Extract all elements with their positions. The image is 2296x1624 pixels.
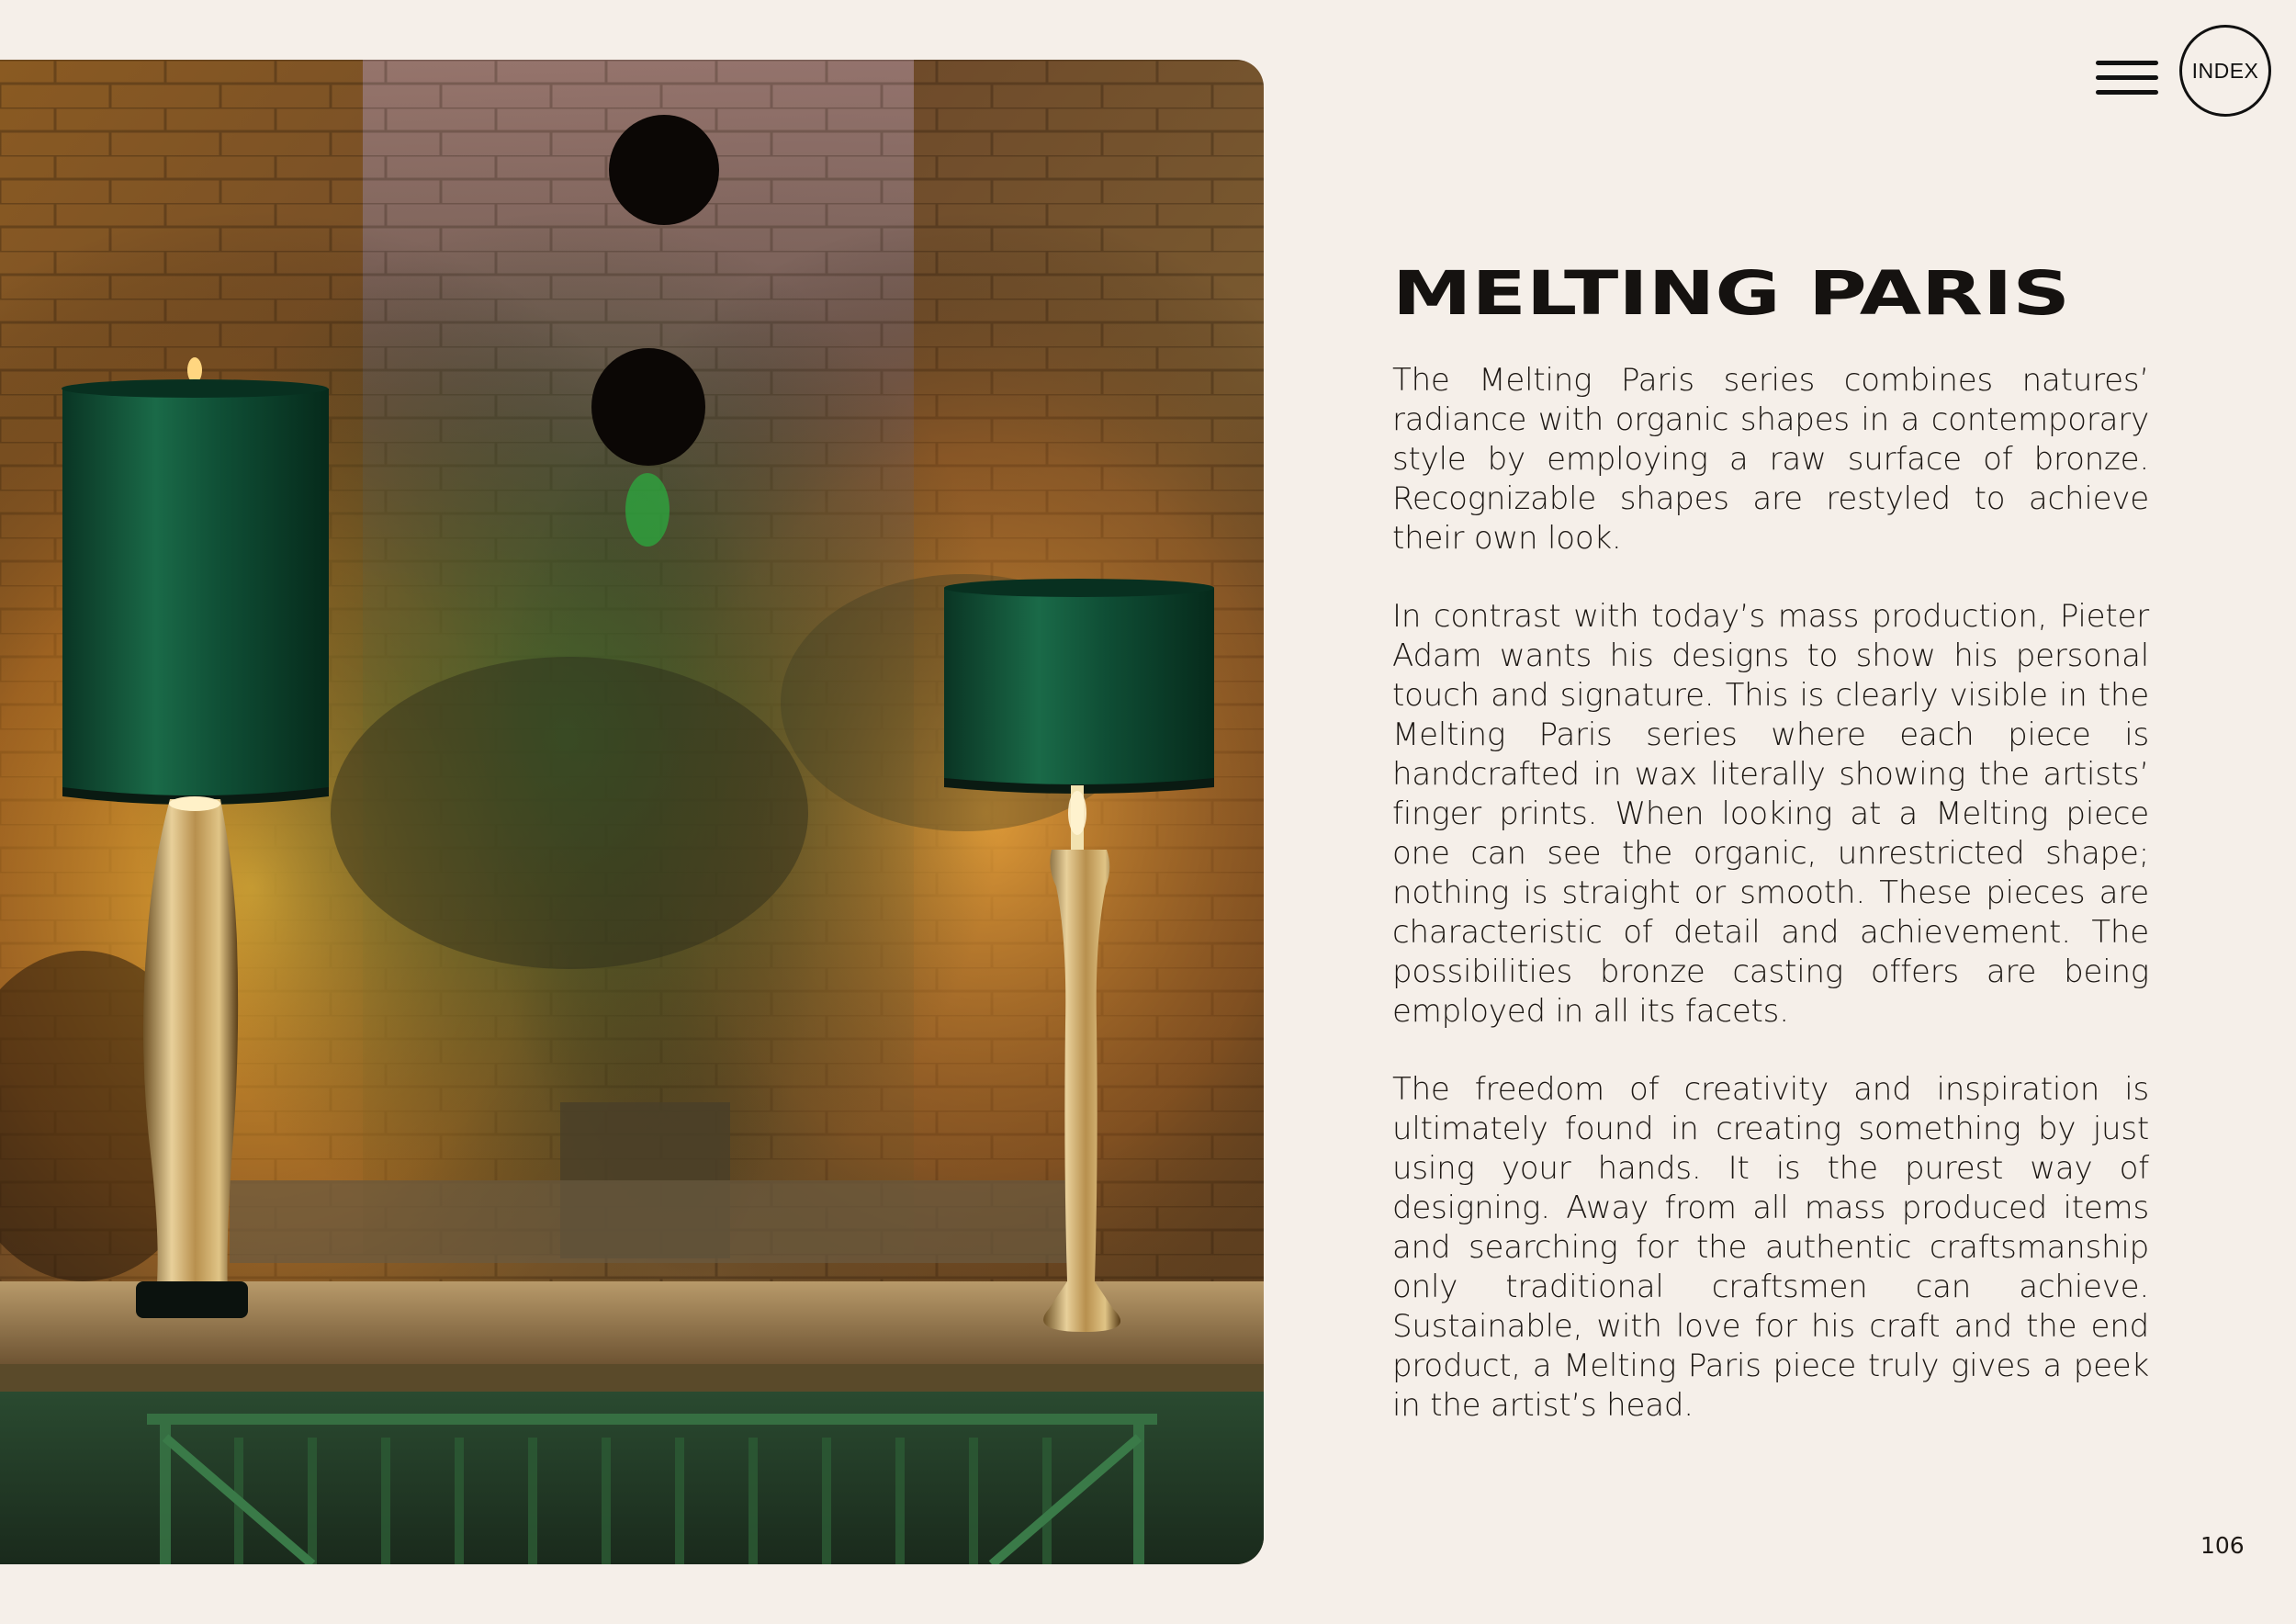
- article-paragraph: The Melting Paris series combines natures’ radiance with organic shapes in a contemporary style by employing a raw surface of bronze. Recognizable shapes are restyled to achieve their own look.: [1392, 362, 2149, 557]
- page-number: 106: [2200, 1532, 2245, 1559]
- menu-bar: [2096, 90, 2158, 95]
- article-paragraph: The freedom of creativity and inspiration is ultimately found in creating something by just using your hands. It is the purest way of designing. Away from all mass produced items and searching for the authentic craftsmanship only traditional craftsmen can achieve. Sustainable, with love for his craft and the end product, a Melting Paris piece truly gives a peek in the artist’s head.: [1392, 1071, 2149, 1424]
- article-title-text: MELTING PARIS: [1392, 266, 2070, 321]
- index-button[interactable]: INDEX: [2179, 25, 2271, 117]
- lamps-scene-image: [0, 60, 1264, 1564]
- article-title: [1392, 266, 2072, 321]
- article-paragraph: In contrast with today’s mass production, Pieter Adam wants his designs to show his personal touch and signature. This is clearly visible in the Melting Paris series where each piece is handcrafted in wax literally showing the artists’ finger prints. When looking at a Melting piece one can see the organic, unrestricted shape; nothing is straight or smooth. These pieces are characteristic of detail and achievement. The possibilities bronze casting offers are being employed in all its facets.: [1392, 598, 2149, 1030]
- article-title-wordmark: [1392, 266, 2072, 321]
- menu-bar: [2096, 75, 2158, 80]
- product-photo: [0, 60, 1264, 1564]
- menu-bar: [2096, 61, 2158, 65]
- article: [1392, 266, 2149, 1464]
- hamburger-menu-icon[interactable]: [2096, 59, 2158, 97]
